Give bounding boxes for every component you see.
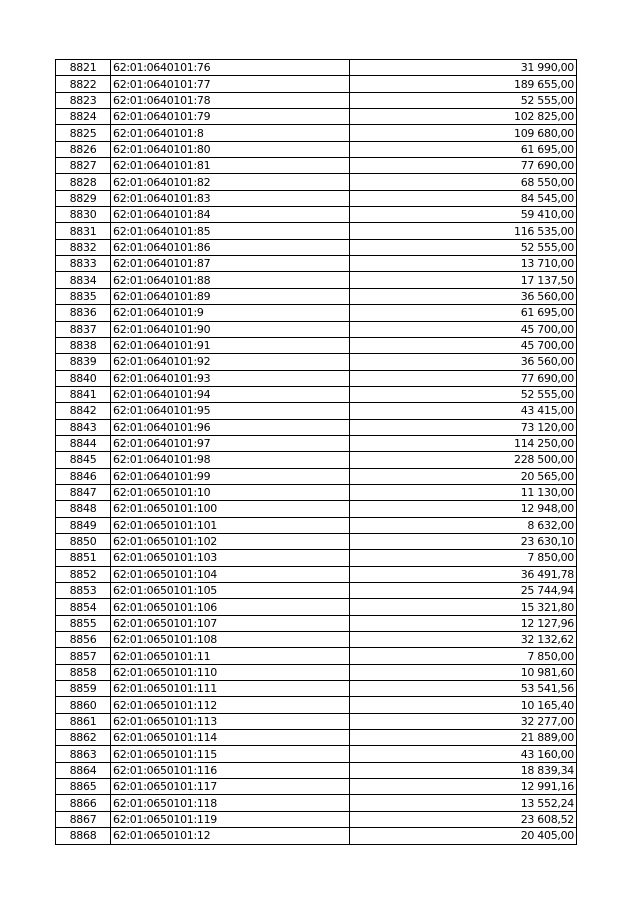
cadastral-number-cell: 62:01:0650101:112 [111,697,350,713]
row-number-cell: 8840 [56,370,111,386]
table-row [56,599,577,615]
row-number-cell: 8865 [56,779,111,795]
value-cell: 52 555,00 [350,239,577,255]
value-cell: 77 690,00 [350,158,577,174]
cadastral-number-cell: 62:01:0640101:85 [111,223,350,239]
cadastral-number-cell: 62:01:0640101:97 [111,435,350,451]
value-cell: 77 690,00 [350,370,577,386]
cadastral-number-cell: 62:01:0650101:117 [111,779,350,795]
value-cell: 52 555,00 [350,92,577,108]
value-cell: 18 839,34 [350,762,577,778]
value-cell: 12 991,16 [350,779,577,795]
row-number-cell: 8836 [56,305,111,321]
value-cell: 20 565,00 [350,468,577,484]
table-row [56,697,577,713]
cadastral-number-cell: 62:01:0650101:110 [111,664,350,680]
cadastral-number-cell: 62:01:0640101:77 [111,76,350,92]
table-row [56,337,577,353]
value-cell: 10 165,40 [350,697,577,713]
cadastral-number-cell: 62:01:0640101:79 [111,109,350,125]
row-number-cell: 8845 [56,452,111,468]
cadastral-number-cell: 62:01:0640101:81 [111,158,350,174]
table-row [56,125,577,141]
row-number-cell: 8858 [56,664,111,680]
value-cell: 10 981,60 [350,664,577,680]
table-row [56,370,577,386]
cadastral-number-cell: 62:01:0640101:76 [111,60,350,76]
cadastral-number-cell: 62:01:0650101:107 [111,615,350,631]
cadastral-number-cell: 62:01:0650101:10 [111,484,350,500]
cadastral-number-cell: 62:01:0640101:83 [111,190,350,206]
table-row [56,239,577,255]
cadastral-number-cell: 62:01:0640101:8 [111,125,350,141]
row-number-cell: 8835 [56,288,111,304]
value-cell: 8 632,00 [350,517,577,533]
table-row [56,664,577,680]
table-row [56,632,577,648]
cadastral-number-cell: 62:01:0640101:82 [111,174,350,190]
row-number-cell: 8828 [56,174,111,190]
row-number-cell: 8832 [56,239,111,255]
table-row [56,158,577,174]
row-number-cell: 8846 [56,468,111,484]
table-body [56,60,577,845]
table-row [56,615,577,631]
table-row [56,468,577,484]
cadastral-number-cell: 62:01:0650101:115 [111,746,350,762]
cadastral-number-cell: 62:01:0650101:118 [111,795,350,811]
cadastral-number-cell: 62:01:0650101:103 [111,550,350,566]
cadastral-number-cell: 62:01:0650101:102 [111,533,350,549]
row-number-cell: 8853 [56,583,111,599]
cadastral-number-cell: 62:01:0640101:84 [111,207,350,223]
table-row [56,762,577,778]
cadastral-number-cell: 62:01:0650101:119 [111,811,350,827]
row-number-cell: 8834 [56,272,111,288]
row-number-cell: 8856 [56,632,111,648]
cadastral-number-cell: 62:01:0650101:101 [111,517,350,533]
value-cell: 59 410,00 [350,207,577,223]
cadastral-number-cell: 62:01:0640101:96 [111,419,350,435]
value-cell: 114 250,00 [350,435,577,451]
table-row [56,223,577,239]
value-cell: 12 948,00 [350,501,577,517]
value-cell: 43 415,00 [350,403,577,419]
row-number-cell: 8821 [56,60,111,76]
row-number-cell: 8831 [56,223,111,239]
cadastral-number-cell: 62:01:0650101:100 [111,501,350,517]
row-number-cell: 8838 [56,337,111,353]
row-number-cell: 8867 [56,811,111,827]
cadastral-number-cell: 62:01:0640101:94 [111,386,350,402]
cadastral-number-cell: 62:01:0640101:87 [111,256,350,272]
table-row [56,207,577,223]
row-number-cell: 8827 [56,158,111,174]
value-cell: 116 535,00 [350,223,577,239]
value-cell: 45 700,00 [350,337,577,353]
table-row [56,566,577,582]
value-cell: 45 700,00 [350,321,577,337]
value-cell: 15 321,80 [350,599,577,615]
table-row [56,419,577,435]
table-row [56,141,577,157]
row-number-cell: 8849 [56,517,111,533]
table-row [56,583,577,599]
cadastral-number-cell: 62:01:0650101:12 [111,828,350,844]
cadastral-number-cell: 62:01:0650101:106 [111,599,350,615]
value-cell: 7 850,00 [350,550,577,566]
value-cell: 25 744,94 [350,583,577,599]
row-number-cell: 8826 [56,141,111,157]
value-cell: 20 405,00 [350,828,577,844]
row-number-cell: 8830 [56,207,111,223]
cadastral-number-cell: 62:01:0640101:93 [111,370,350,386]
value-cell: 32 132,62 [350,632,577,648]
value-cell: 228 500,00 [350,452,577,468]
row-number-cell: 8848 [56,501,111,517]
table-row [56,730,577,746]
value-cell: 36 491,78 [350,566,577,582]
cadastral-number-cell: 62:01:0640101:9 [111,305,350,321]
cadastral-number-cell: 62:01:0640101:98 [111,452,350,468]
value-cell: 32 277,00 [350,713,577,729]
value-cell: 52 555,00 [350,386,577,402]
table-row [56,174,577,190]
table-row [56,517,577,533]
row-number-cell: 8833 [56,256,111,272]
row-number-cell: 8839 [56,354,111,370]
cadastral-number-cell: 62:01:0650101:11 [111,648,350,664]
value-cell: 13 552,24 [350,795,577,811]
cadastral-number-cell: 62:01:0650101:104 [111,566,350,582]
value-cell: 31 990,00 [350,60,577,76]
value-cell: 61 695,00 [350,305,577,321]
row-number-cell: 8863 [56,746,111,762]
table-row [56,713,577,729]
row-number-cell: 8847 [56,484,111,500]
row-number-cell: 8837 [56,321,111,337]
value-cell: 13 710,00 [350,256,577,272]
table-row [56,190,577,206]
table-row [56,354,577,370]
cadastral-number-cell: 62:01:0640101:88 [111,272,350,288]
value-cell: 23 608,52 [350,811,577,827]
value-cell: 17 137,50 [350,272,577,288]
row-number-cell: 8844 [56,435,111,451]
cadastral-number-cell: 62:01:0640101:78 [111,92,350,108]
table-row [56,746,577,762]
table-row [56,92,577,108]
table-row [56,288,577,304]
cadastral-number-cell: 62:01:0640101:91 [111,337,350,353]
row-number-cell: 8860 [56,697,111,713]
table-row [56,272,577,288]
table-row [56,795,577,811]
table-row [56,681,577,697]
row-number-cell: 8842 [56,403,111,419]
table-row [56,321,577,337]
row-number-cell: 8825 [56,125,111,141]
row-number-cell: 8862 [56,730,111,746]
value-cell: 23 630,10 [350,533,577,549]
row-number-cell: 8852 [56,566,111,582]
table-row [56,109,577,125]
row-number-cell: 8854 [56,599,111,615]
table-row [56,779,577,795]
value-cell: 109 680,00 [350,125,577,141]
table-row [56,403,577,419]
table-row [56,452,577,468]
row-number-cell: 8868 [56,828,111,844]
value-cell: 21 889,00 [350,730,577,746]
row-number-cell: 8824 [56,109,111,125]
value-cell: 73 120,00 [350,419,577,435]
table-row [56,828,577,844]
value-cell: 36 560,00 [350,288,577,304]
cadastral-number-cell: 62:01:0640101:89 [111,288,350,304]
table-row [56,550,577,566]
table-row [56,501,577,517]
cadastral-number-cell: 62:01:0650101:108 [111,632,350,648]
value-cell: 11 130,00 [350,484,577,500]
cadastral-number-cell: 62:01:0640101:92 [111,354,350,370]
row-number-cell: 8843 [56,419,111,435]
cadastral-number-cell: 62:01:0650101:111 [111,681,350,697]
value-cell: 53 541,56 [350,681,577,697]
table-row [56,76,577,92]
row-number-cell: 8841 [56,386,111,402]
row-number-cell: 8866 [56,795,111,811]
row-number-cell: 8823 [56,92,111,108]
cadastral-number-cell: 62:01:0650101:114 [111,730,350,746]
value-cell: 61 695,00 [350,141,577,157]
cadastral-number-cell: 62:01:0640101:90 [111,321,350,337]
table-row [56,811,577,827]
cadastral-number-cell: 62:01:0640101:80 [111,141,350,157]
table-row [56,60,577,76]
value-cell: 189 655,00 [350,76,577,92]
table-row [56,256,577,272]
value-cell: 12 127,96 [350,615,577,631]
row-number-cell: 8851 [56,550,111,566]
value-cell: 68 550,00 [350,174,577,190]
parcel-value-table [55,59,577,845]
cadastral-number-cell: 62:01:0640101:95 [111,403,350,419]
table-row [56,305,577,321]
cadastral-number-cell: 62:01:0640101:86 [111,239,350,255]
cadastral-number-cell: 62:01:0650101:113 [111,713,350,729]
row-number-cell: 8861 [56,713,111,729]
cadastral-number-cell: 62:01:0650101:105 [111,583,350,599]
value-cell: 36 560,00 [350,354,577,370]
row-number-cell: 8857 [56,648,111,664]
table-row [56,648,577,664]
value-cell: 84 545,00 [350,190,577,206]
table-row [56,435,577,451]
value-cell: 102 825,00 [350,109,577,125]
row-number-cell: 8850 [56,533,111,549]
table-row [56,484,577,500]
value-cell: 43 160,00 [350,746,577,762]
table-row [56,533,577,549]
row-number-cell: 8829 [56,190,111,206]
row-number-cell: 8864 [56,762,111,778]
row-number-cell: 8822 [56,76,111,92]
cadastral-number-cell: 62:01:0650101:116 [111,762,350,778]
row-number-cell: 8859 [56,681,111,697]
row-number-cell: 8855 [56,615,111,631]
table-row [56,386,577,402]
cadastral-number-cell: 62:01:0640101:99 [111,468,350,484]
value-cell: 7 850,00 [350,648,577,664]
